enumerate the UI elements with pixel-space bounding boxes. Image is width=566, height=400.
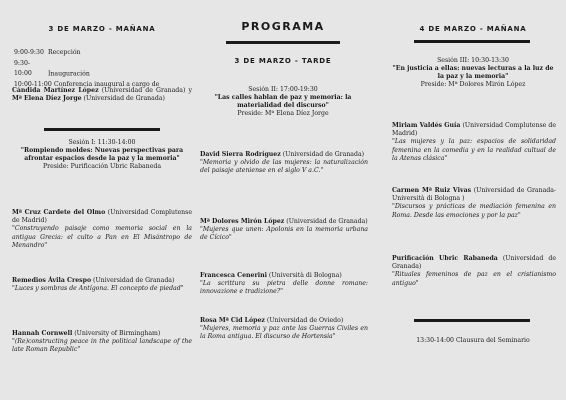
speaker-affiliation: (Universidad Complutense de Madrid) [392,122,556,138]
talk-item [200,218,368,243]
speaker-affiliation: (Universidad de Granada) [392,255,556,271]
schedule-item: 10:00-11:00 Conferencia inaugural a cargo de [14,80,160,88]
speaker-affiliation: (Università di Bologna) [266,272,342,279]
talk-title: "Discursos y prácticas de mediación femenina en Roma. Desde las emociones y por la paz" [392,203,556,219]
speaker-name: Carmen Mª Ruiz Vivas [392,187,472,194]
talk-title: "Construyendo paisaje como memoria social en la antigua Grecia: el culto a Pan en El Misántropo de Menandro" [12,225,192,249]
talk-title: "Rituales femeninos de paz en el cristianismo antiguo" [392,271,556,287]
talk-title: "Mujeres, memoria y paz ante las Guerras Civiles en la Roma antigua. El discurso de Hortensia" [200,325,368,341]
session-2-header [198,86,368,118]
talk-item [392,187,556,220]
title-underline [226,41,340,44]
talk-item [392,122,556,163]
talk-title: "Memoria y olvido de las mujeres: la naturalización del paisaje ateniense en el siglo V a.C." [200,159,368,175]
speaker-affiliation: (Universidad de Granada) [280,151,365,158]
talk-item [392,255,556,288]
talk-title: "Luces y sombras de Antígona. El concepto de piedad" [12,285,184,293]
speaker-name: Francesca Cenerini [200,272,267,279]
page-title: PROGRAMA [241,20,325,33]
speaker-name: Mª Cruz Cardete del Olmo [12,209,106,216]
day-heading: 4 DE MARZO - MAÑANA [419,25,527,33]
talk-item [200,317,368,342]
divider [414,40,530,43]
column-march-3-morning [12,0,192,400]
speaker-affiliation: (University of Birmingham) [72,330,161,337]
talk-title: "La scrittura su pietra delle donne romane: innovazione e tradizione?" [200,280,368,296]
session-time: Sesión I: 11:30-14:00 [68,139,136,146]
session-chair: Preside: Mª Elena Díez Jorge [237,110,329,117]
speaker-affiliation: (Universidad de Granada) [284,218,368,225]
session-chair: Preside: Purificación Ubric Rabaneda [42,163,162,170]
speaker-affiliation: (Universidad de Granada-Università di Bologna ) [392,187,557,203]
column-march-4-morning [390,0,556,400]
session-1-header [12,139,192,171]
schedule-item: 9:30-10:00 Inauguración [14,59,90,77]
divider [414,319,530,322]
session-chair: Preside: Mª Dolores Mirón López [420,81,526,88]
day-heading: 3 DE MARZO - MAÑANA [48,25,156,33]
session-title: "Las calles hablan de paz y memoria: la materialidad del discurso" [214,94,352,109]
keynote-speakers: Cándida Martínez López (Universidad de Granada) y Mª Elena Díez Jorge (Universidad de Granada) [12,87,192,103]
session-time: Sesión II: 17:00-19:30 [248,86,318,93]
column-march-3-afternoon [198,0,368,400]
talk-title: "Las mujeres y la paz: espacios de solidaridad femenina en la comedia y en la realidad cultual de la Atenas clásica" [392,138,556,162]
schedule-list [14,48,192,90]
schedule-item: 9:00-9:30 Recepción [14,49,81,56]
talk-title: "(Re)constructing peace in the political landscape of the late Roman Republic" [12,338,192,354]
talk-title: "Mujeres que unen: Apolonis en la memoria urbana de Cícico" [200,226,368,242]
speaker-name: Rosa Mª Cid López [200,317,265,324]
session-title: "Rompiendo moldes: Nuevas perspectivas para afrontar espacios desde la paz y la memoria" [20,147,184,162]
speaker-name: Remedios Ávila Crespo [12,277,92,284]
closing-session: 13:30-14:00 Clausura del Seminario [416,337,530,344]
session-title: "En justicia a ellas: nuevas lecturas a la luz de la paz y la memoria" [392,65,554,80]
speaker-name: Hannah Cornwell [12,330,73,337]
talk-item [12,277,192,293]
session-3-header [390,57,556,89]
talk-item [200,151,368,176]
speaker-name: Miriam Valdés Guía [392,122,461,129]
speaker-name: Purificación Ubric Rabaneda [392,255,498,262]
speaker-name: David Sierra Rodríguez [200,151,281,158]
speaker-affiliation: (Universidad Complutense de Madrid) [12,209,192,225]
divider [44,128,160,131]
talk-item [12,330,192,355]
day-heading: 3 DE MARZO - TARDE [234,57,332,65]
speaker-affiliation: (Universidad de Granada) [91,277,175,284]
talk-item [200,272,368,297]
speaker-name: Mª Dolores Mirón López [200,218,285,225]
speaker-affiliation: (Universidad de Oviedo) [264,317,344,324]
session-time: Sesión III: 10:30-13:30 [437,57,509,64]
talk-item [12,209,192,250]
